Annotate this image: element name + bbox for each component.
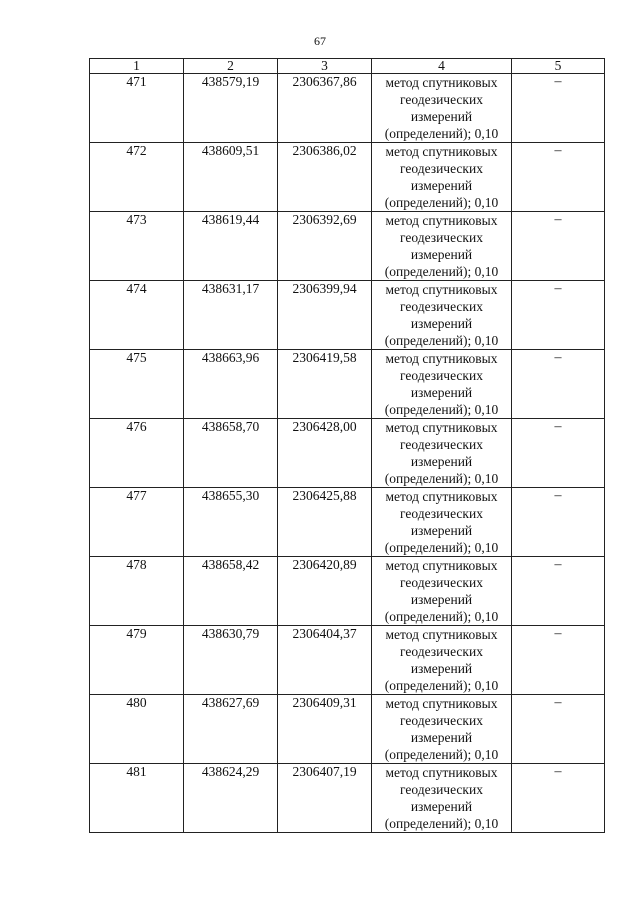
- x-coordinate-cell: 438619,44: [184, 212, 278, 281]
- method-line: геодезических: [400, 437, 483, 452]
- method-line: (определений); 0,10: [384, 747, 499, 762]
- method-cell: [372, 764, 512, 833]
- method-line: геодезических: [400, 368, 483, 383]
- method-line: измерений: [410, 109, 473, 124]
- method-line: метод спутниковых: [385, 627, 498, 642]
- method-line: геодезических: [400, 644, 483, 659]
- note-cell: –: [512, 419, 605, 488]
- x-coordinate-cell: 438658,42: [184, 557, 278, 626]
- method-line: метод спутниковых: [385, 75, 498, 90]
- table-row: [90, 419, 605, 488]
- note-cell: –: [512, 626, 605, 695]
- method-cell: [372, 74, 512, 143]
- method-line: (определений); 0,10: [384, 678, 499, 693]
- header-col-2: 2: [184, 59, 278, 74]
- note-cell: –: [512, 281, 605, 350]
- method-line: измерений: [410, 661, 473, 676]
- table-row: [90, 557, 605, 626]
- point-number-cell: 474: [90, 281, 184, 350]
- method-line: метод спутниковых: [385, 213, 498, 228]
- table-row: [90, 626, 605, 695]
- method-line: (определений); 0,10: [384, 264, 499, 279]
- method-line: измерений: [410, 730, 473, 745]
- header-col-1: 1: [90, 59, 184, 74]
- header-col-5: 5: [512, 59, 605, 74]
- y-coordinate-cell: 2306407,19: [278, 764, 372, 833]
- y-coordinate-cell: 2306367,86: [278, 74, 372, 143]
- point-number-cell: 476: [90, 419, 184, 488]
- x-coordinate-cell: 438627,69: [184, 695, 278, 764]
- point-number-cell: 473: [90, 212, 184, 281]
- y-coordinate-cell: 2306419,58: [278, 350, 372, 419]
- note-cell: –: [512, 764, 605, 833]
- y-coordinate-cell: 2306425,88: [278, 488, 372, 557]
- table-row: [90, 281, 605, 350]
- method-line: метод спутниковых: [385, 351, 498, 366]
- point-number-cell: 471: [90, 74, 184, 143]
- y-coordinate-cell: 2306386,02: [278, 143, 372, 212]
- x-coordinate-cell: 438630,79: [184, 626, 278, 695]
- method-line: измерений: [410, 247, 473, 262]
- x-coordinate-cell: 438624,29: [184, 764, 278, 833]
- note-cell: –: [512, 74, 605, 143]
- point-number-cell: 477: [90, 488, 184, 557]
- x-coordinate-cell: 438631,17: [184, 281, 278, 350]
- method-cell: [372, 557, 512, 626]
- method-line: метод спутниковых: [385, 558, 498, 573]
- method-line: геодезических: [400, 506, 483, 521]
- table-row: [90, 488, 605, 557]
- method-line: (определений); 0,10: [384, 195, 499, 210]
- x-coordinate-cell: 438655,30: [184, 488, 278, 557]
- y-coordinate-cell: 2306399,94: [278, 281, 372, 350]
- note-cell: –: [512, 350, 605, 419]
- method-line: (определений); 0,10: [384, 126, 499, 141]
- method-line: метод спутниковых: [385, 696, 498, 711]
- method-line: (определений); 0,10: [384, 333, 499, 348]
- point-number-cell: 472: [90, 143, 184, 212]
- note-cell: –: [512, 557, 605, 626]
- table-row: [90, 764, 605, 833]
- method-line: измерений: [410, 385, 473, 400]
- y-coordinate-cell: 2306420,89: [278, 557, 372, 626]
- method-line: измерений: [410, 799, 473, 814]
- method-line: метод спутниковых: [385, 489, 498, 504]
- point-number-cell: 480: [90, 695, 184, 764]
- method-line: метод спутниковых: [385, 765, 498, 780]
- y-coordinate-cell: 2306409,31: [278, 695, 372, 764]
- method-cell: [372, 626, 512, 695]
- method-line: геодезических: [400, 299, 483, 314]
- method-cell: [372, 281, 512, 350]
- y-coordinate-cell: 2306404,37: [278, 626, 372, 695]
- method-cell: [372, 419, 512, 488]
- method-line: геодезических: [400, 161, 483, 176]
- method-line: метод спутниковых: [385, 420, 498, 435]
- note-cell: –: [512, 143, 605, 212]
- method-cell: [372, 212, 512, 281]
- method-line: метод спутниковых: [385, 282, 498, 297]
- table-header-row: [90, 59, 605, 74]
- x-coordinate-cell: 438609,51: [184, 143, 278, 212]
- header-col-4: 4: [372, 59, 512, 74]
- method-cell: [372, 488, 512, 557]
- x-coordinate-cell: 438658,70: [184, 419, 278, 488]
- method-line: (определений); 0,10: [384, 540, 499, 555]
- table-row: [90, 350, 605, 419]
- method-line: геодезических: [400, 92, 483, 107]
- method-line: метод спутниковых: [385, 144, 498, 159]
- method-line: измерений: [410, 316, 473, 331]
- x-coordinate-cell: 438579,19: [184, 74, 278, 143]
- y-coordinate-cell: 2306392,69: [278, 212, 372, 281]
- method-line: геодезических: [400, 713, 483, 728]
- method-line: измерений: [410, 178, 473, 193]
- method-line: измерений: [410, 523, 473, 538]
- note-cell: –: [512, 695, 605, 764]
- coordinates-table: [89, 58, 605, 833]
- table-row: [90, 74, 605, 143]
- method-line: измерений: [410, 592, 473, 607]
- method-line: (определений); 0,10: [384, 471, 499, 486]
- method-line: измерений: [410, 454, 473, 469]
- header-col-3: 3: [278, 59, 372, 74]
- method-line: геодезических: [400, 230, 483, 245]
- method-line: геодезических: [400, 575, 483, 590]
- point-number-cell: 481: [90, 764, 184, 833]
- y-coordinate-cell: 2306428,00: [278, 419, 372, 488]
- method-line: (определений); 0,10: [384, 816, 499, 831]
- method-line: геодезических: [400, 782, 483, 797]
- point-number-cell: 475: [90, 350, 184, 419]
- method-cell: [372, 143, 512, 212]
- table-row: [90, 143, 605, 212]
- x-coordinate-cell: 438663,96: [184, 350, 278, 419]
- table-row: [90, 212, 605, 281]
- method-line: (определений); 0,10: [384, 609, 499, 624]
- method-cell: [372, 695, 512, 764]
- method-line: (определений); 0,10: [384, 402, 499, 417]
- page-number: 67: [314, 34, 326, 48]
- method-cell: [372, 350, 512, 419]
- note-cell: –: [512, 212, 605, 281]
- note-cell: –: [512, 488, 605, 557]
- point-number-cell: 478: [90, 557, 184, 626]
- point-number-cell: 479: [90, 626, 184, 695]
- table-row: [90, 695, 605, 764]
